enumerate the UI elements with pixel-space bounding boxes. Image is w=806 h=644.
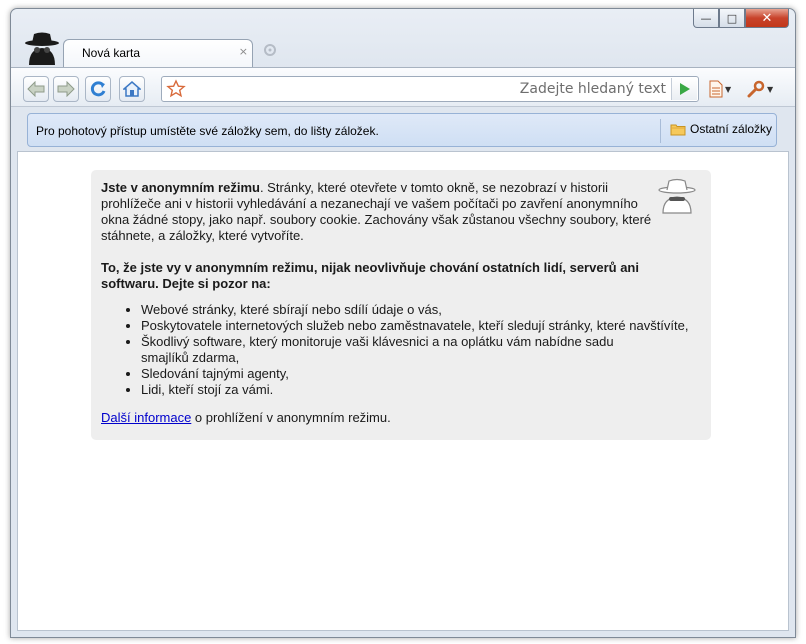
incognito-avatar-icon	[23, 31, 61, 65]
list-item: • Poskytovatele internetových služeb nebo zaměstnavatele, kteří sledují stránky, které navštívíte,	[141, 318, 663, 334]
chevron-down-icon: ▼	[725, 84, 732, 94]
incognito-spy-icon	[657, 178, 697, 214]
page-content	[17, 151, 789, 631]
omnibox[interactable]	[161, 76, 699, 102]
incognito-warning	[101, 260, 663, 292]
forward-button[interactable]	[53, 76, 79, 102]
bookmark-bar-divider	[660, 119, 661, 143]
incognito-panel	[91, 170, 711, 440]
reload-button[interactable]	[85, 76, 111, 102]
folder-icon	[670, 123, 686, 136]
tab-new-tab[interactable]	[63, 39, 253, 69]
wrench-icon	[747, 80, 765, 98]
close-window-button[interactable]: ✕	[745, 9, 789, 28]
maximize-button[interactable]: □	[719, 9, 745, 28]
threat-list	[141, 302, 689, 398]
new-tab-icon[interactable]	[263, 43, 277, 57]
omnibox-input[interactable]	[190, 77, 666, 101]
home-icon	[123, 81, 141, 97]
page-menu-button[interactable]	[709, 78, 739, 100]
more-info-text: o prohlížení v anonymním režimu.	[191, 410, 391, 425]
incognito-intro	[101, 180, 663, 244]
chevron-down-icon: ▼	[767, 84, 774, 94]
go-button[interactable]	[671, 78, 697, 100]
more-info-line	[101, 410, 663, 426]
tab-close-icon[interactable]: ×	[238, 45, 248, 58]
list-item: • Sledování tajnými agenty,	[141, 366, 663, 382]
incognito-intro-text: . Stránky, které otevřete v tomto okně, se nezobrazí v historii prohlížeče ani v historii vyhledávání a nezanechají ve vašem počítači po zavření anonymního okna žádné stopy, jako např. soubory cookie. Zachovány však zůstanou všechny soubory, které stáhnete, a záložky, které vytvoříte.	[101, 180, 652, 243]
bookmark-bar	[27, 113, 777, 147]
tools-menu-button[interactable]	[747, 78, 777, 100]
other-bookmarks-button[interactable]	[670, 122, 772, 136]
reload-icon	[89, 80, 107, 98]
minimize-button[interactable]: —	[693, 9, 719, 28]
more-info-link[interactable]: Další informace	[101, 410, 192, 425]
list-item: • Lidi, kteří stojí za vámi.	[141, 382, 663, 398]
other-bookmarks-label: Ostatní záložky	[690, 122, 773, 136]
toolbar	[11, 67, 795, 107]
back-button[interactable]	[23, 76, 49, 102]
incognito-warning-bold: To, že jste vy v anonymním režimu, nijak neovlivňuje chování ostatních lidí, serverů ani softwaru. Dejte si pozor na:	[101, 260, 639, 291]
bookmark-bar-hint: Pro pohotový přístup umístěte své záložky sem, do lišty záložek.	[36, 124, 379, 138]
list-item: • Škodlivý software, který monitoruje vaši klávesnici a na oplátku vám nabídne sadu smajlíků zdarma,	[141, 334, 663, 366]
incognito-intro-bold: Jste v anonymním režimu	[101, 180, 260, 195]
home-button[interactable]	[119, 76, 145, 102]
bookmark-star-icon[interactable]	[166, 79, 186, 99]
go-arrow-icon	[679, 82, 691, 96]
browser-window	[10, 8, 796, 638]
caption-buttons	[693, 9, 789, 29]
tab-title: Nová karta	[82, 46, 141, 60]
forward-arrow-icon	[57, 81, 75, 97]
page-menu-icon	[709, 80, 723, 98]
list-item: • Webové stránky, které sbírají nebo sdílí údaje o vás,	[141, 302, 663, 318]
back-arrow-icon	[27, 81, 45, 97]
